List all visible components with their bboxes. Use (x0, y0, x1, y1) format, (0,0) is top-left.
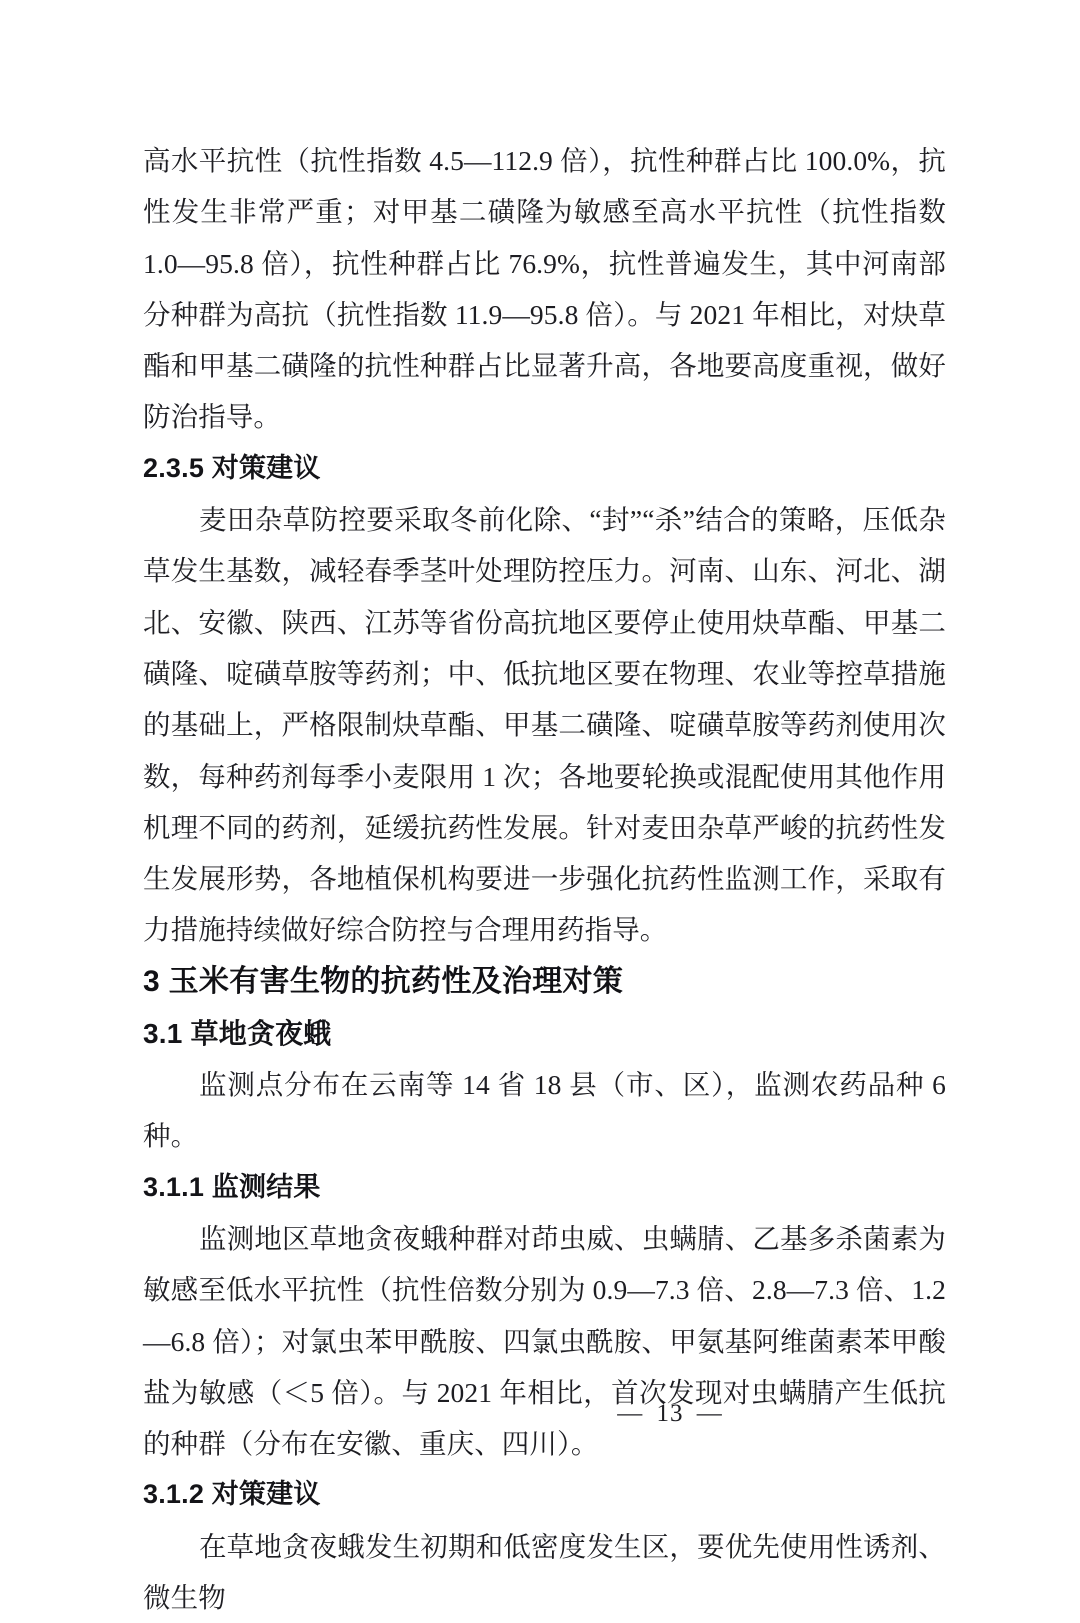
page-footer-inner (617, 1400, 723, 1428)
footer-dash-right: — (696, 1400, 723, 1427)
paragraph-3-1-monitoring-points: 监测点分布在云南等 14 省 18 县（市、区），监测农药品种 6 种。 (143, 1069, 946, 1152)
heading-2-3-5: 2.3.5 对策建议 (143, 452, 321, 483)
heading-3-maize-pest-resistance: 3 玉米有害生物的抗药性及治理对策 (143, 964, 624, 998)
page-footer (0, 1400, 1080, 1428)
page-number: 13 (656, 1400, 684, 1427)
paragraph-continued-from-previous-page: 高水平抗性（抗性指数 4.5—112.9 倍），抗性种群占比 100.0%，抗性发生非常严重；对甲基二磺隆为敏感至高水平抗性（抗性指数 1.0—95.8 倍），抗性种群占比 76.9%，抗性普遍发生，其中河南部分种群为高抗（抗性指数 11.9—95.8 倍）。与 2021 年相比，对炔草酯和甲基二磺隆的抗性种群占比显著升高，各地要高度重视，做好防治指导。 (143, 145, 946, 433)
heading-3-1-fall-armyworm: 3.1 草地贪夜蛾 (143, 1017, 332, 1049)
heading-3-1-2-countermeasures: 3.1.2 对策建议 (143, 1479, 321, 1510)
paragraph-2-3-5-countermeasures: 麦田杂草防控要采取冬前化除、“封”“杀”结合的策略，压低杂草发生基数，减轻春季茎叶处理防控压力。河南、山东、河北、湖北、安徽、陕西、江苏等省份高抗地区要停止使用炔草酯、甲基二磺隆、啶磺草胺等药剂；中、低抗地区要在物理、农业等控草措施的基础上，严格限制炔草酯、甲基二磺隆、啶磺草胺等药剂使用次数，每种药剂每季小麦限用 1 次；各地要轮换或混配使用其他作用机理不同的药剂，延缓抗药性发展。针对麦田杂草严峻的抗药性发生发展形势，各地植保机构要进一步强化抗药性监测工作，采取有力措施持续做好综合防控与合理用药指导。 (143, 504, 946, 946)
heading-3-1-1-monitoring-results: 3.1.1 监测结果 (143, 1171, 321, 1202)
paragraph-3-1-1-results: 监测地区草地贪夜蛾种群对茚虫威、虫螨腈、乙基多杀菌素为敏感至低水平抗性（抗性倍数分别为 0.9—7.3 倍、2.8—7.3 倍、1.2—6.8 倍）；对氯虫苯甲酰胺、四氯虫酰胺、甲氨基阿维菌素苯甲酸盐为敏感（＜5 倍）。与 2021 年相比，首次发现对虫螨腈产生低抗的种群（分布在安徽、重庆、四川）。 (143, 1222, 946, 1460)
paragraph-3-1-2-countermeasures: 在草地贪夜蛾发生初期和低密度发生区，要优先使用性诱剂、微生物 (143, 1530, 946, 1614)
footer-dash-left: — (617, 1400, 644, 1427)
